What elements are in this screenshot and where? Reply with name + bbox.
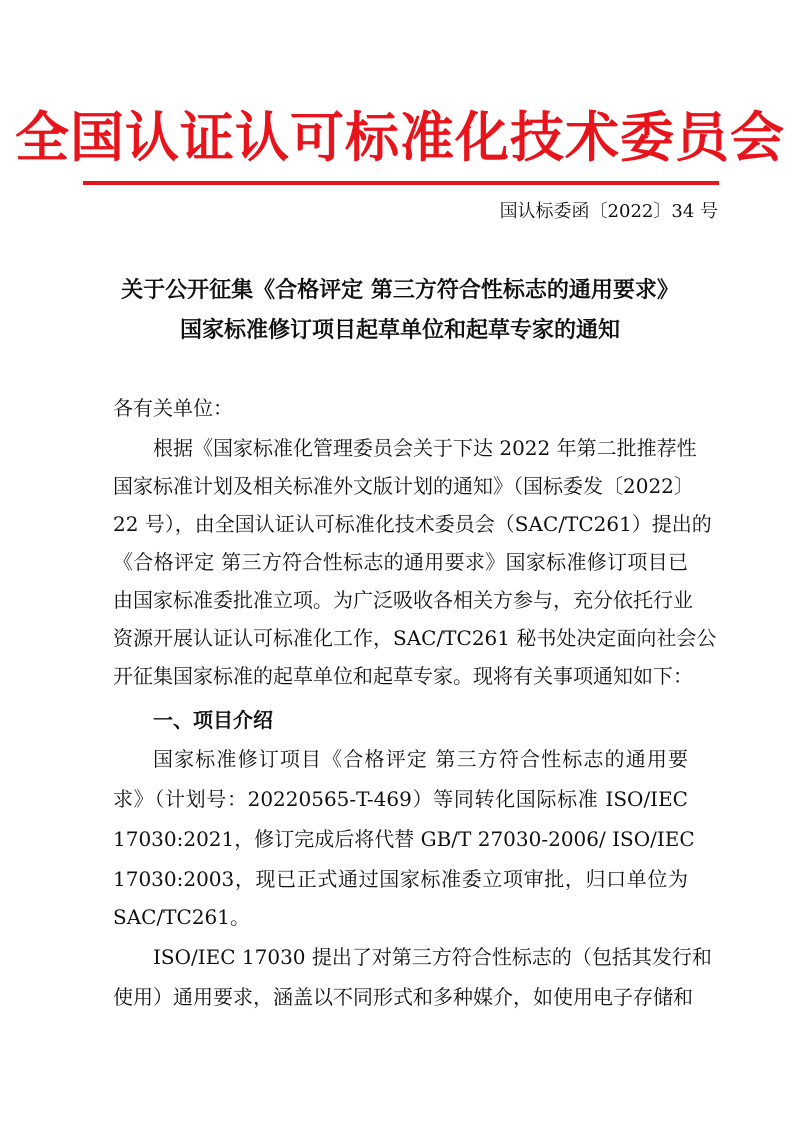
paragraph-3-line: 使用）通用要求，涵盖以不同形式和多种媒介，如使用电子存储和 (113, 985, 693, 1009)
paragraph-2-line: 17030:2003，现已正式通过国家标准委立项审批，归口单位为 (113, 867, 688, 891)
red-divider-line (83, 181, 719, 185)
paragraph-1-line: 由国家标准委批准立项。为广泛吸收各相关方参与，充分依托行业 (113, 588, 693, 612)
paragraph-1-line: 开征集国家标准的起草单位和起草专家。现将有关事项通知如下： (113, 664, 693, 688)
salutation: 各有关单位： (113, 396, 233, 420)
org-masthead: 全国认证认可标准化技术委员会 (15, 106, 785, 169)
paragraph-2-line: 17030:2021，修订完成后将代替 GB/T 27030-2006/ ISO/IEC (113, 827, 695, 851)
section-heading-1: 一、项目介绍 (153, 708, 273, 732)
document-number: 国认标委函〔2022〕34 号 (499, 201, 718, 222)
notice-title-line-1: 关于公开征集《合格评定 第三方符合性标志的通用要求》 (121, 278, 679, 303)
paragraph-1-line: 《合格评定 第三方符合性标志的通用要求》国家标准修订项目已 (113, 550, 688, 574)
paragraph-1-line: 国家标准计划及相关标准外文版计划的通知》（国标委发〔2022〕 (113, 474, 694, 498)
notice-title-line-2: 国家标准修订项目起草单位和起草专家的通知 (179, 318, 620, 343)
paragraph-2-line: 求》（计划号：20220565-T-469）等同转化国际标准 ISO/IEC (113, 787, 688, 811)
paragraph-2-line: 国家标准修订项目《合格评定 第三方符合性标志的通用要 (153, 747, 688, 771)
paragraph-1-line: 22 号），由全国认证认可标准化技术委员会（SAC/TC261）提出的 (113, 512, 712, 536)
paragraph-1-line: 资源开展认证认可标准化工作，SAC/TC261 秘书处决定面向社会公 (113, 626, 717, 650)
paragraph-1-line: 根据《国家标准化管理委员会关于下达 2022 年第二批推荐性 (153, 436, 697, 460)
paragraph-3-line: ISO/IEC 17030 提出了对第三方符合性标志的（包括其发行和 (153, 945, 712, 969)
paragraph-2-line: SAC/TC261。 (113, 905, 251, 929)
